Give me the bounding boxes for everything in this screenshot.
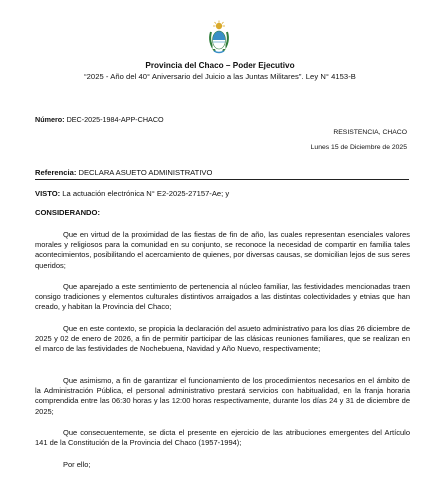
- document-number: [35, 115, 164, 124]
- numero-value: DEC-2025-1984-APP-CHACO: [66, 115, 164, 124]
- provincial-seal-icon: [206, 20, 232, 56]
- header-subtitle: “2025 - Año del 40° Aniversario del Juicio a las Juntas Militares”. Ley N° 4153-B: [84, 72, 356, 81]
- reference-value: DECLARA ASUETO ADMINISTRATIVO: [78, 168, 213, 177]
- numero-label: Número:: [35, 115, 65, 124]
- reference-line: [35, 168, 409, 180]
- document-city: RESISTENCIA, CHACO: [333, 129, 407, 136]
- reference-label: Referencia:: [35, 168, 77, 177]
- closing-text: Por ello;: [63, 460, 91, 469]
- document-date: Lunes 15 de Diciembre de 2025: [310, 144, 407, 151]
- paragraph: Que en este contexto, se propicia la declaración del asueto administrativo para los días 26 diciembre de 2025 y 02 de enero de 2026, a fin de permitir participar de las clásicas reuniones familiares, que se realizan en el marco de las festividades de Nochebuena, Navidad y Año Nuevo, respectivamente;: [35, 324, 410, 354]
- paragraph: Que consecuentemente, se dicta el presente en ejercicio de las atribuciones emergentes del Artículo 141 de la Constitución de la Provincia del Chaco (1957-1994);: [35, 428, 410, 448]
- visto-label: VISTO:: [35, 189, 61, 198]
- paragraph: Que en virtud de la proximidad de las fiestas de fin de año, las cuales representan esenciales valores morales y religiosos para la comunidad en su conjunto, se reconoce la necesidad de compartir en familia tales acontecimientos, posibilitando el acercamiento de quienes, por diversas causas, se domicilian lejos de sus seres queridos;: [35, 230, 410, 270]
- paragraph: Que asimismo, a fin de garantizar el funcionamiento de los procedimientos necesarios en el ámbito de la Administración Pública, el personal administrativo prestará servicios con habitualidad, en la franja horaria comprendida entre las 06:30 horas y las 12:00 horas respectivamente, durante los días 24 y 31 de diciembre de 2025;: [35, 376, 410, 416]
- paragraph: Que aparejado a este sentimiento de pertenencia al núcleo familiar, las festividades mencionadas traen consigo tradiciones y elementos culturales distintivos arraigados a las distintas colectividades y etnias que han creado, y habitan la Provincia del Chaco;: [35, 282, 410, 312]
- visto-line: [35, 189, 229, 198]
- header-title: Provincia del Chaco – Poder Ejecutivo: [145, 61, 295, 70]
- considerando-heading: CONSIDERANDO:: [35, 208, 100, 217]
- visto-value: La actuación electrónica N° E2-2025-27157-Ae; y: [60, 189, 230, 198]
